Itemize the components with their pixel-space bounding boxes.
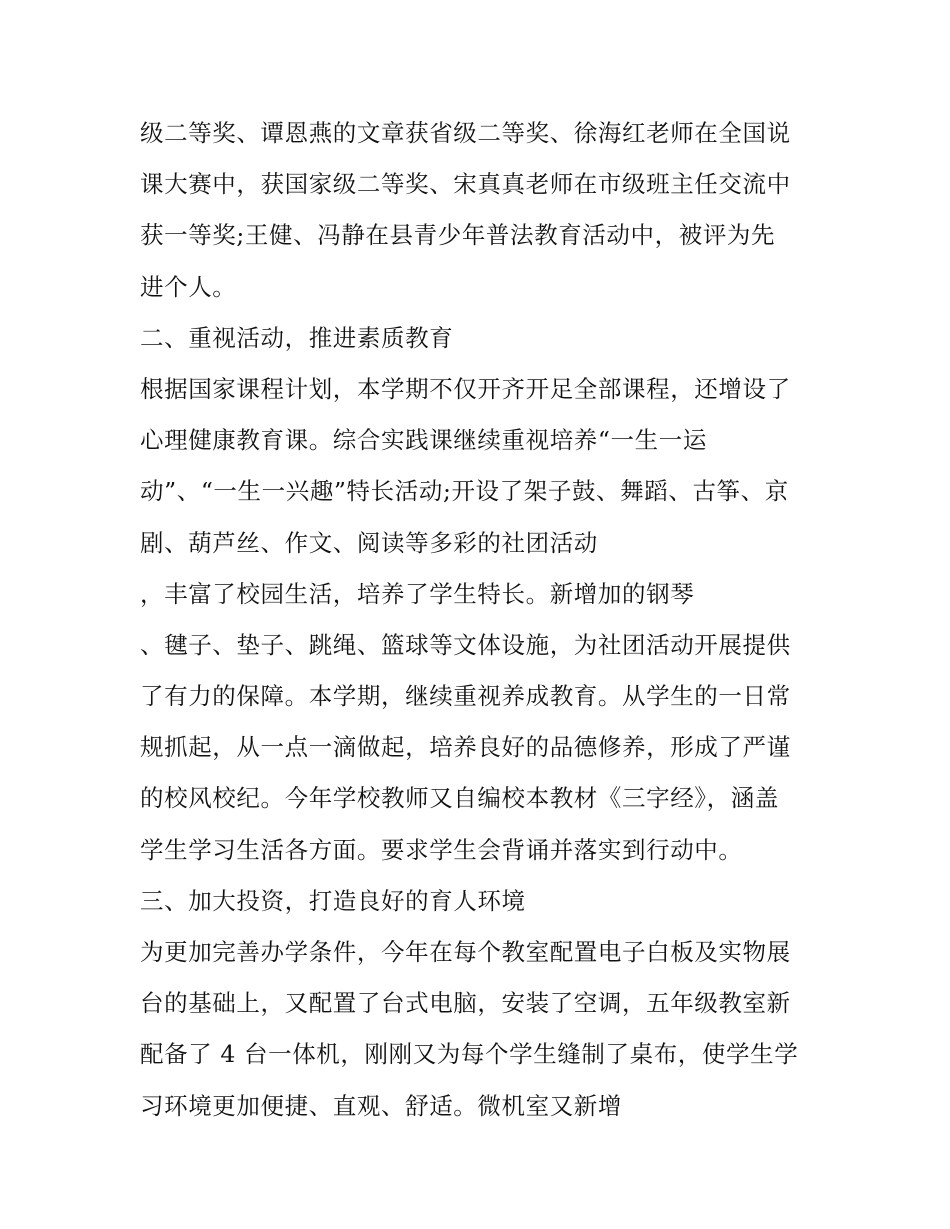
text-line-14: 的校风校纪。今年学校教师又自编校本教材《三字经》，涵盖 <box>140 784 779 813</box>
text-line-11: 、毽子、垫子、跳绳、篮球等文体设施，为社团活动开展提供 <box>140 630 791 659</box>
section-heading-2: 二、重视活动，推进素质教育 <box>140 323 454 352</box>
text-line-1: 级二等奖、谭恩燕的文章获省级二等奖、徐海红老师在全国说 <box>140 119 791 147</box>
text-line-2: 课大赛中，获国家级二等奖、宋真真老师在市级班主任交流中 <box>140 170 791 199</box>
text-line-10: ，丰富了校园生活，培养了学生特长。新增加的钢琴 <box>140 579 695 608</box>
text-line-3: 获一等奖;王健、冯静在县青少年普法教育活动中，被评为先 <box>140 221 776 250</box>
text-line-13: 规抓起，从一点一滴做起，培养良好的品德修养，形成了严谨 <box>140 733 791 762</box>
text-line-7: 心理健康教育课。综合实践课继续重视培养“一生一运 <box>140 426 707 455</box>
text-line-15: 学生学习生活各方面。要求学生会背诵并落实到行动中。 <box>140 835 743 864</box>
text-line-4: 进个人。 <box>140 272 237 301</box>
text-line-17: 为更加完善办学条件，今年在每个教室配置电子白板及实物展 <box>140 938 791 966</box>
text-line-19: 配备了 4 台一体机，刚刚又为每个学生缝制了桌布，使学生学 <box>140 1040 799 1069</box>
text-line-9: 剧、葫芦丝、作文、阅读等多彩的社团活动 <box>140 528 598 557</box>
text-line-18: 台的基础上，又配置了台式电脑，安装了空调，五年级教室新 <box>140 989 791 1018</box>
section-heading-3: 三、加大投资，打造良好的育人环境 <box>140 886 526 915</box>
text-line-6: 根据国家课程计划，本学期不仅开齐开足全部课程，还增设了 <box>140 374 791 403</box>
text-line-8: 动”、“一生一兴趣”特长活动;开设了架子鼓、舞蹈、古筝、京 <box>140 477 789 506</box>
text-line-12: 了有力的保障。本学期，继续重视养成教育。从学生的一日常 <box>140 682 791 711</box>
body-text <box>140 108 830 1132</box>
text-line-20: 习环境更加便捷、直观、舒适。微机室又新增 <box>140 1091 622 1120</box>
